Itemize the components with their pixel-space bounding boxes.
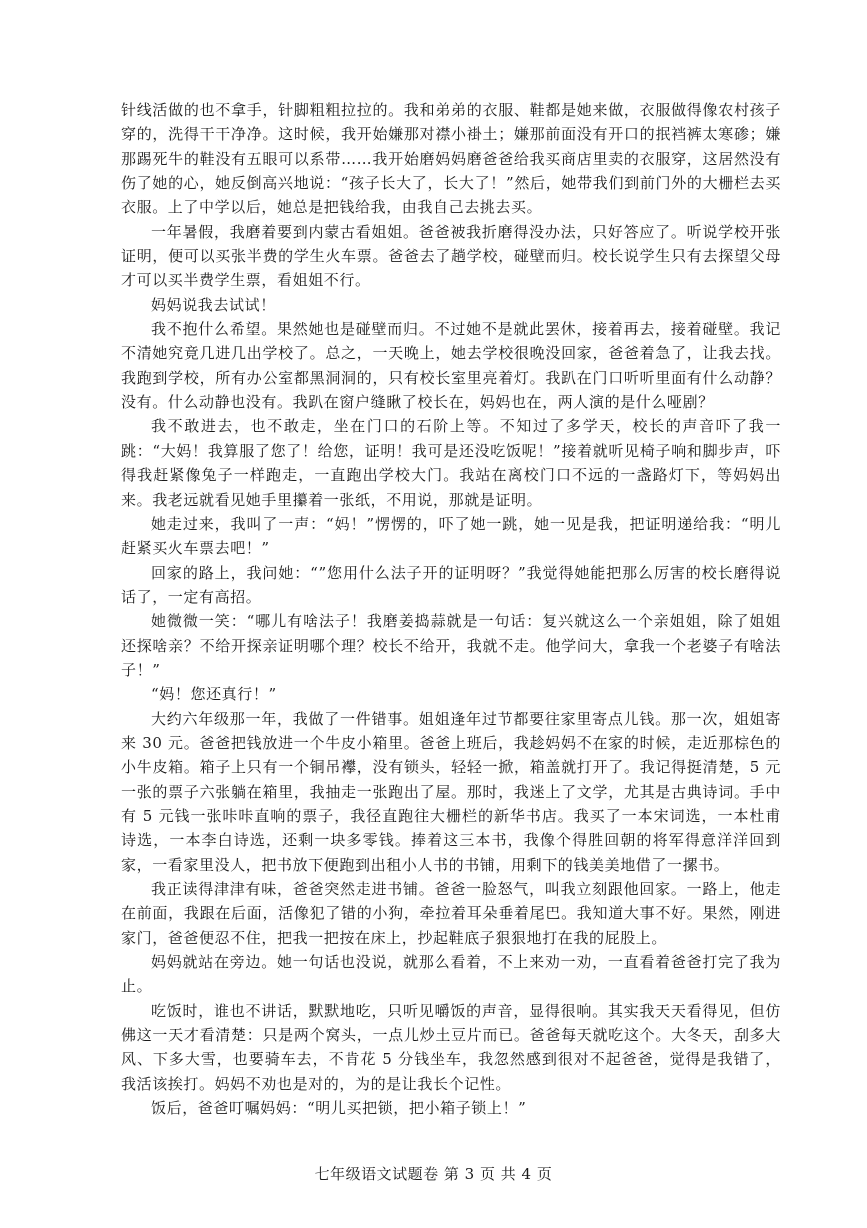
paragraph-6: 她走过来，我叫了一声：“妈！”愣愣的，吓了她一跳，她一见是我，把证明递给我：“明儿赶紧买火车票去吧！” <box>121 514 781 558</box>
paragraph-9: “妈！您还真行！” <box>151 685 277 704</box>
paragraph-10: 大约六年级那一年，我做了一件错事。姐姐逢年过节都要往家里寄点儿钱。那一次，姐姐寄来 30 元。爸爸把钱放进一个牛皮小箱里。爸爸上班后，我趁妈妈不在家的时候，走近那棕色的小牛皮箱。箱子上只有一个铜吊襻，没有锁头，轻轻一掀，箱盖就打开了。我记得挺清楚，5 元一张的票子六张躺在箱里，我抽走一张跑出了屋。那时，我迷上了文学，尤其是古典诗词。手中有 5 元钱一张咔咔直响的票子，我径直跑往大栅栏的新华书店。我买了一本宋词选，一本杜甫诗选，一本李白诗选，还剩一块多零钱。捧着这三本书，我像个得胜回朝的将军得意洋洋回到家，一看家里没人，把书放下便跑到出租小人书的书铺，用剩下的钱美美地借了一摞书。 <box>121 709 781 874</box>
paragraph-13: 吃饭时，谁也不讲话，默默地吃，只听见嚼饭的声音，显得很响。其实我天天看得见，但仿佛这一天才看清楚：只是两个窝头，一点儿炒土豆片而已。爸爸每天就吃这个。大冬天，刮多大风、下多大雪，也要骑车去，不肯花 5 分钱坐车，我忽然感到很对不起爸爸，觉得是我错了，我活该挨打。妈妈不劝也是对的，为的是让我长个记性。 <box>121 1001 781 1093</box>
paragraph-4: 我不抱什么希望。果然她也是碰壁而归。不过她不是就此罢休，接着再去，接着碰壁。我记不清她究竟几进几出学校了。总之，一天晚上，她去学校很晚没回家，爸爸着急了，让我去找。我跑到学校，所有办公室都黑洞洞的，只有校长室里亮着灯。我趴在门口听听里面有什么动静？没有。什么动静也没有。我趴在窗户缝瞅了校长在，妈妈也在，两人演的是什么哑剧？ <box>121 320 781 412</box>
paragraph-12: 妈妈就站在旁边。她一句话也没说，就那么看着，不上来劝一劝，一直看着爸爸打完了我为止。 <box>121 953 781 996</box>
page-footer: 七年级语文试题卷 第 3 页 共 4 页 <box>314 1165 553 1183</box>
paragraph-2: 一年暑假，我磨着要到内蒙古看姐姐。爸爸被我折磨得没办法，只好答应了。听说学校开张证明，便可以买张半费的学生火车票。爸爸去了趟学校，碰壁而归。校长说学生只有去探望父母才可以买半费学生票，看姐姐不行。 <box>121 222 781 290</box>
paragraph-11: 我正读得津津有味，爸爸突然走进书铺。爸爸一脸怒气，叫我立刻跟他回家。一路上，他走在前面，我跟在后面，活像犯了错的小狗，牵拉着耳朵垂着尾巴。我知道大事不好。果然，刚进家门，爸爸便忍不住，把我一把按在床上，抄起鞋底子狠狠地打在我的屁股上。 <box>121 880 781 947</box>
paragraph-7: 回家的路上，我问她：“”您用什么法子开的证明呀？”我觉得她能把那么厉害的校长磨得说话了，一定有高招。 <box>121 563 781 606</box>
paragraph-8: 她微微一笑：“哪儿有啥法子！我磨姜捣蒜就是一句话：复兴就这么一个亲姐姐，除了姐姐还探啥亲？不给开探亲证明哪个理？校长不给开，我就不走。他学问大，拿我一个老婆子有啥法子！” <box>121 612 781 679</box>
paragraph-5: 我不敢进去，也不敢走，坐在门口的石阶上等。不知过了多学天，校长的声音吓了我一跳：“大妈！我算服了您了！给您，证明！我可是还没吃饭呢！”接着就听见椅子响和脚步声，吓得我赶紧像兔子一样跑走，一直跑出学校大门。我站在离校门口不远的一盏路灯下，等妈妈出来。我老远就看见她手里攥着一张纸，不用说，那就是证明。 <box>121 417 781 509</box>
paragraph-1: 针线活做的也不拿手，针脚粗粗拉拉的。我和弟弟的衣服、鞋都是她来做，衣服做得像农村孩子穿的，洗得干干净净。这时候，我开始嫌那对襟小褂土；嫌那前面没有开口的抿裆裤太寒碜；嫌那踢死牛的鞋没有五眼可以系带……我开始磨妈妈磨爸爸给我买商店里卖的衣服穿，这居然没有伤了她的心，她反倒高兴地说：“孩子长大了，长大了！”然后，她带我们到前门外的大栅栏去买衣服。上了中学以后，她总是把钱给我，由我自己去挑去买。 <box>121 101 781 217</box>
paragraph-3: 妈妈说我去试试！ <box>151 295 276 314</box>
article-body <box>121 98 781 1120</box>
paragraph-14: 饭后，爸爸叮嘱妈妈：“明儿买把锁，把小箱子锁上！” <box>151 1099 527 1118</box>
